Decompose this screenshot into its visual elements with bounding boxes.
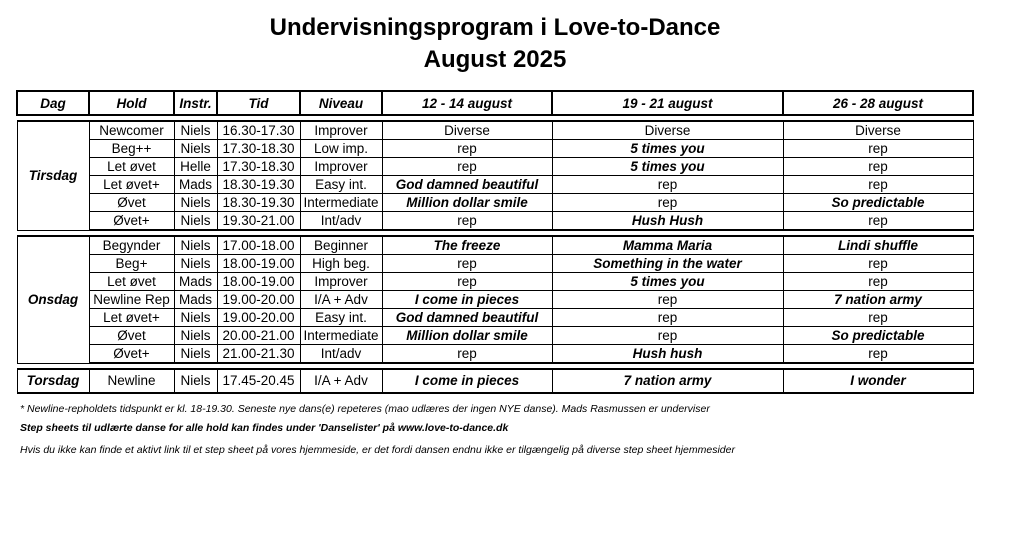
- cell-niveau: Low imp.: [300, 140, 382, 158]
- page-title: Undervisningsprogram i Love-to-Dance: [269, 14, 721, 41]
- cell-instr: Mads: [174, 291, 217, 309]
- day-cell: Onsdag: [17, 236, 89, 363]
- header-cell: Instr.: [174, 91, 217, 115]
- cell-tid: 19.00-20.00: [217, 309, 300, 327]
- page-subtitle: August 2025: [423, 46, 567, 73]
- cell-hold: Begynder: [89, 236, 174, 255]
- cell-tid: 20.00-21.00: [217, 327, 300, 345]
- schedule-body: [17, 115, 973, 393]
- cell-w2: 5 times you: [552, 273, 783, 291]
- table-row: [17, 273, 973, 291]
- cell-w3: Lindi shuffle: [783, 236, 973, 255]
- cell-tid: 18.30-19.30: [217, 176, 300, 194]
- cell-w3: 7 nation army: [783, 291, 973, 309]
- cell-tid: 17.00-18.00: [217, 236, 300, 255]
- cell-w2: rep: [552, 176, 783, 194]
- cell-w1: rep: [382, 255, 552, 273]
- header-cell: Tid: [217, 91, 300, 115]
- header-cell: 26 - 28 august: [783, 91, 973, 115]
- cell-w3: rep: [783, 176, 973, 194]
- cell-instr: Niels: [174, 212, 217, 231]
- cell-w1: rep: [382, 273, 552, 291]
- cell-w3: Diverse: [783, 121, 973, 140]
- cell-tid: 16.30-17.30: [217, 121, 300, 140]
- schedule-table: [16, 90, 974, 394]
- table-row: [17, 369, 973, 393]
- table-row: [17, 345, 973, 364]
- cell-w2: rep: [552, 309, 783, 327]
- header-row: [17, 91, 973, 115]
- cell-instr: Niels: [174, 121, 217, 140]
- cell-tid: 21.00-21.30: [217, 345, 300, 364]
- cell-w1: I come in pieces: [382, 291, 552, 309]
- cell-hold: Øvet: [89, 327, 174, 345]
- cell-hold: Øvet+: [89, 345, 174, 364]
- cell-instr: Mads: [174, 273, 217, 291]
- cell-hold: Let øvet: [89, 158, 174, 176]
- cell-w1: Million dollar smile: [382, 327, 552, 345]
- cell-tid: 17.30-18.30: [217, 158, 300, 176]
- cell-niveau: Int/adv: [300, 345, 382, 364]
- table-row: [17, 236, 973, 255]
- cell-instr: Niels: [174, 345, 217, 364]
- cell-w2: Something in the water: [552, 255, 783, 273]
- cell-tid: 19.00-20.00: [217, 291, 300, 309]
- cell-niveau: Int/adv: [300, 212, 382, 231]
- cell-w2: Hush hush: [552, 345, 783, 364]
- table-row: [17, 212, 973, 231]
- cell-hold: Newcomer: [89, 121, 174, 140]
- table-row: [17, 140, 973, 158]
- table-row: [17, 121, 973, 140]
- cell-w3: So predictable: [783, 327, 973, 345]
- day-cell: Torsdag: [17, 369, 89, 393]
- cell-niveau: High beg.: [300, 255, 382, 273]
- footnote-newline: * Newline-repholdets tidspunkt er kl. 18-19.30. Seneste nye dans(e) repeteres (mao udlæres der ingen NYE danse). Mads Rasmussen er underviser: [20, 403, 710, 415]
- cell-w3: rep: [783, 212, 973, 231]
- cell-hold: Øvet+: [89, 212, 174, 231]
- cell-w1: Diverse: [382, 121, 552, 140]
- cell-w1: I come in pieces: [382, 369, 552, 393]
- cell-w1: God damned beautiful: [382, 176, 552, 194]
- cell-niveau: Improver: [300, 273, 382, 291]
- cell-instr: Niels: [174, 255, 217, 273]
- cell-w1: The freeze: [382, 236, 552, 255]
- cell-w3: rep: [783, 273, 973, 291]
- table-row: [17, 291, 973, 309]
- cell-niveau: Easy int.: [300, 309, 382, 327]
- cell-tid: 18.00-19.00: [217, 273, 300, 291]
- table-row: [17, 255, 973, 273]
- cell-hold: Beg++: [89, 140, 174, 158]
- cell-w3: rep: [783, 158, 973, 176]
- cell-hold: Let øvet+: [89, 309, 174, 327]
- cell-w1: Million dollar smile: [382, 194, 552, 212]
- cell-w3: rep: [783, 255, 973, 273]
- cell-hold: Newline Rep: [89, 291, 174, 309]
- cell-tid: 17.30-18.30: [217, 140, 300, 158]
- cell-hold: Let øvet+: [89, 176, 174, 194]
- table-row: [17, 309, 973, 327]
- cell-w1: God damned beautiful: [382, 309, 552, 327]
- cell-w2: rep: [552, 194, 783, 212]
- cell-hold: Øvet: [89, 194, 174, 212]
- cell-w2: Mamma Maria: [552, 236, 783, 255]
- cell-w3: So predictable: [783, 194, 973, 212]
- cell-instr: Helle: [174, 158, 217, 176]
- cell-niveau: Easy int.: [300, 176, 382, 194]
- cell-hold: Newline: [89, 369, 174, 393]
- cell-tid: 18.00-19.00: [217, 255, 300, 273]
- table-row: [17, 158, 973, 176]
- footnote-step-sheets: Step sheets til udlærte danse for alle hold kan findes under 'Danselister' på www.love-to-dance.dk: [20, 422, 509, 434]
- cell-niveau: Improver: [300, 121, 382, 140]
- day-cell: Tirsdag: [17, 121, 89, 230]
- cell-w3: I wonder: [783, 369, 973, 393]
- cell-tid: 19.30-21.00: [217, 212, 300, 231]
- cell-w2: 7 nation army: [552, 369, 783, 393]
- header-cell: 19 - 21 august: [552, 91, 783, 115]
- cell-tid: 17.45-20.45: [217, 369, 300, 393]
- cell-w2: rep: [552, 327, 783, 345]
- cell-niveau: I/A + Adv: [300, 291, 382, 309]
- cell-w1: rep: [382, 140, 552, 158]
- cell-w3: rep: [783, 309, 973, 327]
- cell-instr: Niels: [174, 327, 217, 345]
- cell-w1: rep: [382, 345, 552, 364]
- table-row: [17, 176, 973, 194]
- cell-w3: rep: [783, 140, 973, 158]
- footnote-link-info: Hvis du ikke kan finde et aktivt link til et step sheet på vores hjemmeside, er det fordi dansen endnu ikke er tilgængelig på diverse step sheet hjemmesider: [20, 444, 735, 456]
- cell-w2: Hush Hush: [552, 212, 783, 231]
- cell-niveau: Improver: [300, 158, 382, 176]
- header-cell: 12 - 14 august: [382, 91, 552, 115]
- cell-instr: Niels: [174, 309, 217, 327]
- cell-w2: Diverse: [552, 121, 783, 140]
- cell-hold: Beg+: [89, 255, 174, 273]
- cell-w2: rep: [552, 291, 783, 309]
- cell-niveau: Beginner: [300, 236, 382, 255]
- cell-w2: 5 times you: [552, 158, 783, 176]
- cell-instr: Mads: [174, 176, 217, 194]
- cell-w3: rep: [783, 345, 973, 364]
- table-row: [17, 327, 973, 345]
- cell-instr: Niels: [174, 236, 217, 255]
- cell-hold: Let øvet: [89, 273, 174, 291]
- cell-w1: rep: [382, 212, 552, 231]
- cell-niveau: Intermediate: [300, 194, 382, 212]
- cell-w2: 5 times you: [552, 140, 783, 158]
- header-cell: Hold: [89, 91, 174, 115]
- cell-instr: Niels: [174, 369, 217, 393]
- header-cell: Dag: [17, 91, 89, 115]
- table-row: [17, 194, 973, 212]
- header-cell: Niveau: [300, 91, 382, 115]
- cell-instr: Niels: [174, 194, 217, 212]
- cell-w1: rep: [382, 158, 552, 176]
- cell-tid: 18.30-19.30: [217, 194, 300, 212]
- cell-niveau: Intermediate: [300, 327, 382, 345]
- cell-niveau: I/A + Adv: [300, 369, 382, 393]
- cell-instr: Niels: [174, 140, 217, 158]
